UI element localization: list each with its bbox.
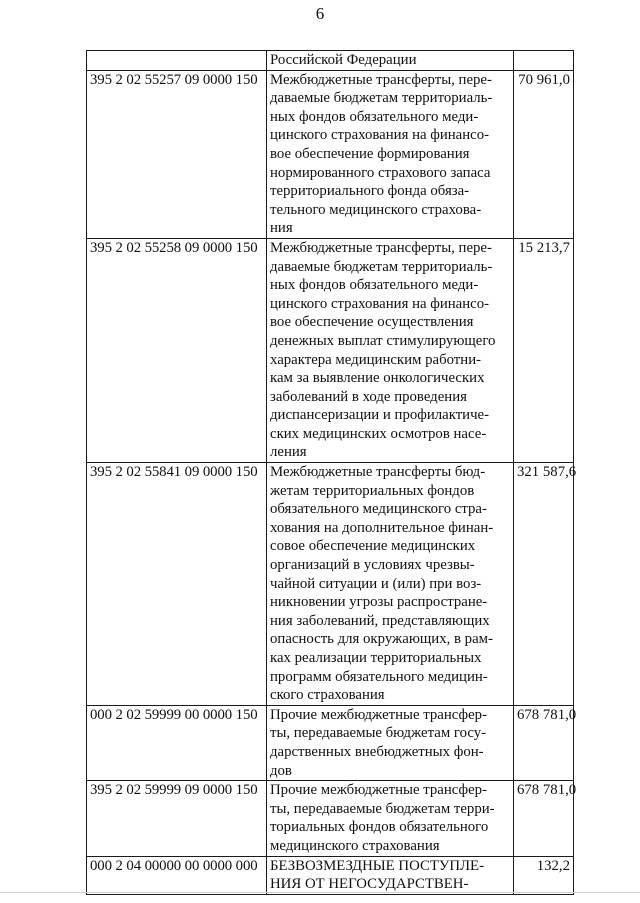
income-name-cell: [267, 705, 514, 780]
table-row: [87, 856, 574, 894]
income-name-line: Российской Федерации: [270, 52, 417, 68]
income-name-cell: [267, 463, 514, 706]
income-name-line: ления: [270, 444, 307, 461]
income-name-line: чайной ситуации и (или) при воз-: [270, 575, 482, 592]
budget-code-cell: 000 2 02 59999 00 0000 150: [87, 705, 267, 780]
table-row: [87, 70, 574, 238]
income-name-line: ского страхования: [270, 687, 385, 704]
amount-cell: [514, 51, 574, 71]
income-name-cell: [267, 781, 514, 856]
income-name-line: вое обеспечение осуществления: [270, 314, 474, 331]
income-name-line: дов: [270, 762, 292, 779]
amount-cell: 132,2: [514, 856, 574, 894]
table-row: [87, 705, 574, 780]
budget-code-cell: 395 2 02 55258 09 0000 150: [87, 238, 267, 462]
income-name-line: Прочие межбюджетные трансфер-: [270, 706, 487, 723]
income-name-line: диспансеризации и профилактиче-: [270, 407, 490, 424]
income-name-line: ты, передаваемые бюджетам терри-: [270, 800, 495, 817]
income-name-cell: [267, 238, 514, 462]
income-name-line: НИЯ ОТ НЕГОСУДАРСТВЕН-: [270, 876, 469, 893]
income-name-line: цинского страхования на финансо-: [270, 295, 490, 312]
income-name-line: Межбюджетные трансферты, пере-: [270, 239, 492, 256]
income-name-line: организаций в условиях чрезвы-: [270, 557, 475, 574]
page-number: 6: [315, 4, 325, 23]
income-name-line: программ обязательного медицин-: [270, 668, 488, 685]
income-name-line: обязательного медицинского стра-: [270, 501, 487, 518]
budget-code-cell: 395 2 02 59999 09 0000 150: [87, 781, 267, 856]
income-name-line: ных фондов обязательного меди-: [270, 277, 479, 294]
income-name-line: территориального фонда обяза-: [270, 183, 470, 200]
income-name-line: цинского страхования на финансо-: [270, 127, 490, 144]
amount-cell: 678 781,0: [514, 705, 574, 780]
income-name-line: жетам территориальных фондов: [270, 482, 475, 499]
income-name-cell: [267, 51, 514, 71]
income-name-line: Межбюджетные трансферты, пере-: [270, 71, 492, 88]
income-name-line: ских медицинских осмотров насе-: [270, 425, 487, 442]
table-row: [87, 51, 574, 71]
income-name-line: опасность для окружающих, в рам-: [270, 631, 493, 648]
income-name-line: ториальных фондов обязательного: [270, 819, 489, 836]
income-name-line: нормированного страхового запаса: [270, 164, 491, 181]
income-name-line: даваемые бюджетам территориаль-: [270, 90, 493, 107]
budget-code-cell: 000 2 04 00000 00 0000 000: [87, 856, 267, 894]
income-name-line: Прочие межбюджетные трансфер-: [270, 782, 487, 799]
amount-cell: 15 213,7: [514, 238, 574, 462]
amount-cell: 678 781,0: [514, 781, 574, 856]
income-name-line: тельного медицинского страхова-: [270, 201, 482, 218]
income-name-line: хования на дополнительное финан-: [270, 519, 494, 536]
income-name-line: ты, передаваемые бюджетам госу-: [270, 725, 487, 742]
budget-code-cell: 395 2 02 55841 09 0000 150: [87, 463, 267, 706]
income-name-line: БЕЗВОЗМЕЗДНЫЕ ПОСТУПЛЕ-: [270, 857, 485, 874]
income-name-line: никновении угрозы распростране-: [270, 594, 488, 611]
income-name-line: ных фондов обязательного меди-: [270, 108, 479, 125]
income-name-line: совое обеспечение медицинских: [270, 538, 476, 555]
income-name-line: Межбюджетные трансферты бюд-: [270, 464, 486, 481]
income-name-line: кам за выявление онкологических: [270, 370, 485, 387]
table-row: [87, 463, 574, 706]
income-name-line: ках реализации территориальных: [270, 650, 482, 666]
page-bottom-edge: [0, 892, 640, 893]
income-name-line: заболеваний в ходе проведения: [270, 388, 467, 405]
budget-code-cell: [87, 51, 267, 71]
income-name-cell: [267, 856, 514, 894]
budget-table: [86, 50, 577, 895]
amount-cell: 70 961,0: [514, 70, 574, 238]
budget-code-cell: 395 2 02 55257 09 0000 150: [87, 70, 267, 238]
income-name-line: ния заболеваний, представляющих: [270, 612, 490, 629]
income-name-line: ния: [270, 220, 293, 237]
income-name-line: медицинского страхования: [270, 837, 440, 854]
income-name-line: денежных выплат стимулирующего: [270, 332, 496, 349]
income-name-line: дарственных внебюджетных фон-: [270, 743, 484, 760]
income-name-line: характера медицинским работни-: [270, 351, 482, 368]
amount-cell: 321 587,6: [514, 463, 574, 706]
income-name-cell: [267, 70, 514, 238]
table-row: [87, 781, 574, 856]
income-name-line: вое обеспечение формирования: [270, 145, 470, 162]
income-name-line: даваемые бюджетам территориаль-: [270, 258, 493, 275]
table-row: [87, 238, 574, 462]
table-body: [87, 51, 577, 895]
